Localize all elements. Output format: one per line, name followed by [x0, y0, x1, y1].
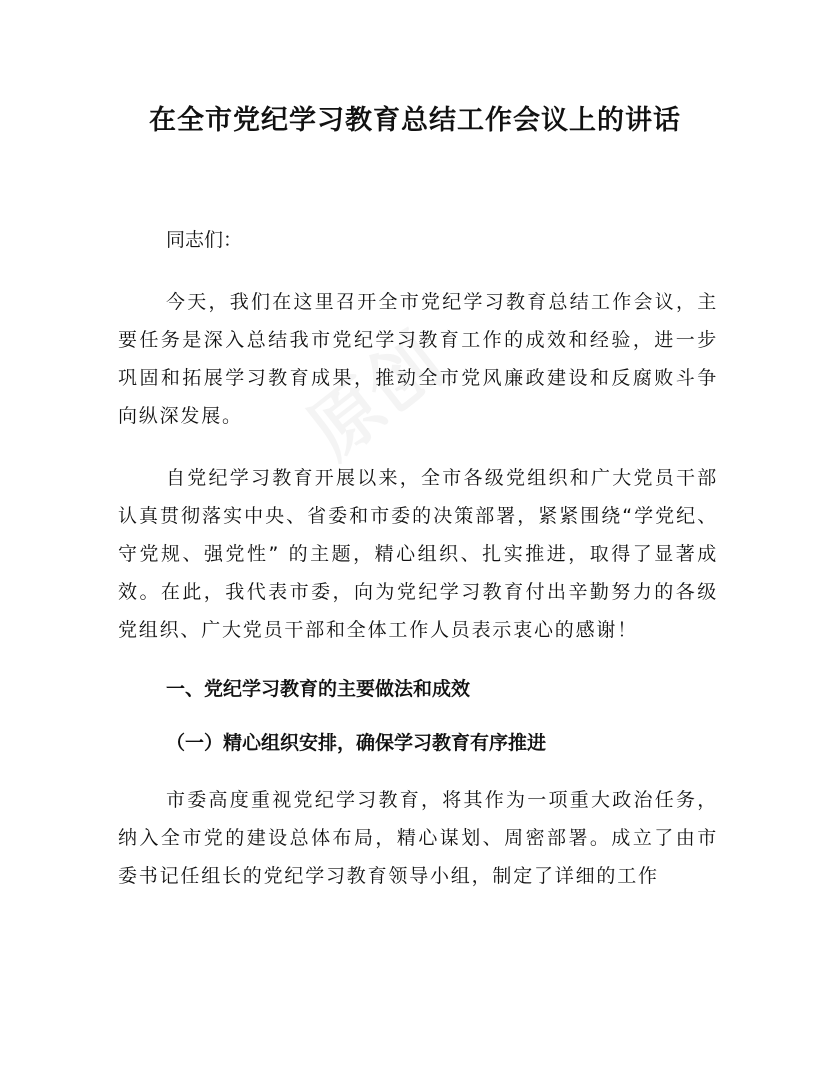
subsection-heading: （一）精心组织安排，确保学习教育有序推进 — [166, 732, 547, 754]
paragraph-subsection: 市委高度重视党纪学习教育，将其作为一项重大政治任务，纳入全市党的建设总体布局，精心谋划、周密部署。成立了由市委书记任组长的党纪学习教育领导小组，制定了详细的工作 — [118, 789, 718, 887]
document-body — [118, 225, 718, 919]
paragraph-progress: 自党纪学习教育开展以来，全市各级党组织和广大党员干部认真贯彻落实中央、省委和市委的决策部署，紧紧围绕“学党纪、守党规、强党性” 的主题，精心组织、扎实推进，取得了显著成效。在此，我代表市委，向为党纪学习教育付出辛勤努力的各级党组织、广大党员干部和全体工作人员表示衷心的感谢！ — [118, 467, 718, 641]
paragraph-intro: 今天，我们在这里召开全市党纪学习教育总结工作会议，主要任务是深入总结我市党纪学习教育工作的成效和经验，进一步巩固和拓展学习教育成果，推动全市党风廉政建设和反腐败斗争向纵深发展。 — [118, 291, 718, 427]
page-title: 在全市党纪学习教育总结工作会议上的讲话 — [149, 105, 681, 136]
section-heading: 一、党纪学习教育的主要做法和成效 — [166, 678, 471, 700]
salutation: 同志们： — [166, 229, 243, 251]
